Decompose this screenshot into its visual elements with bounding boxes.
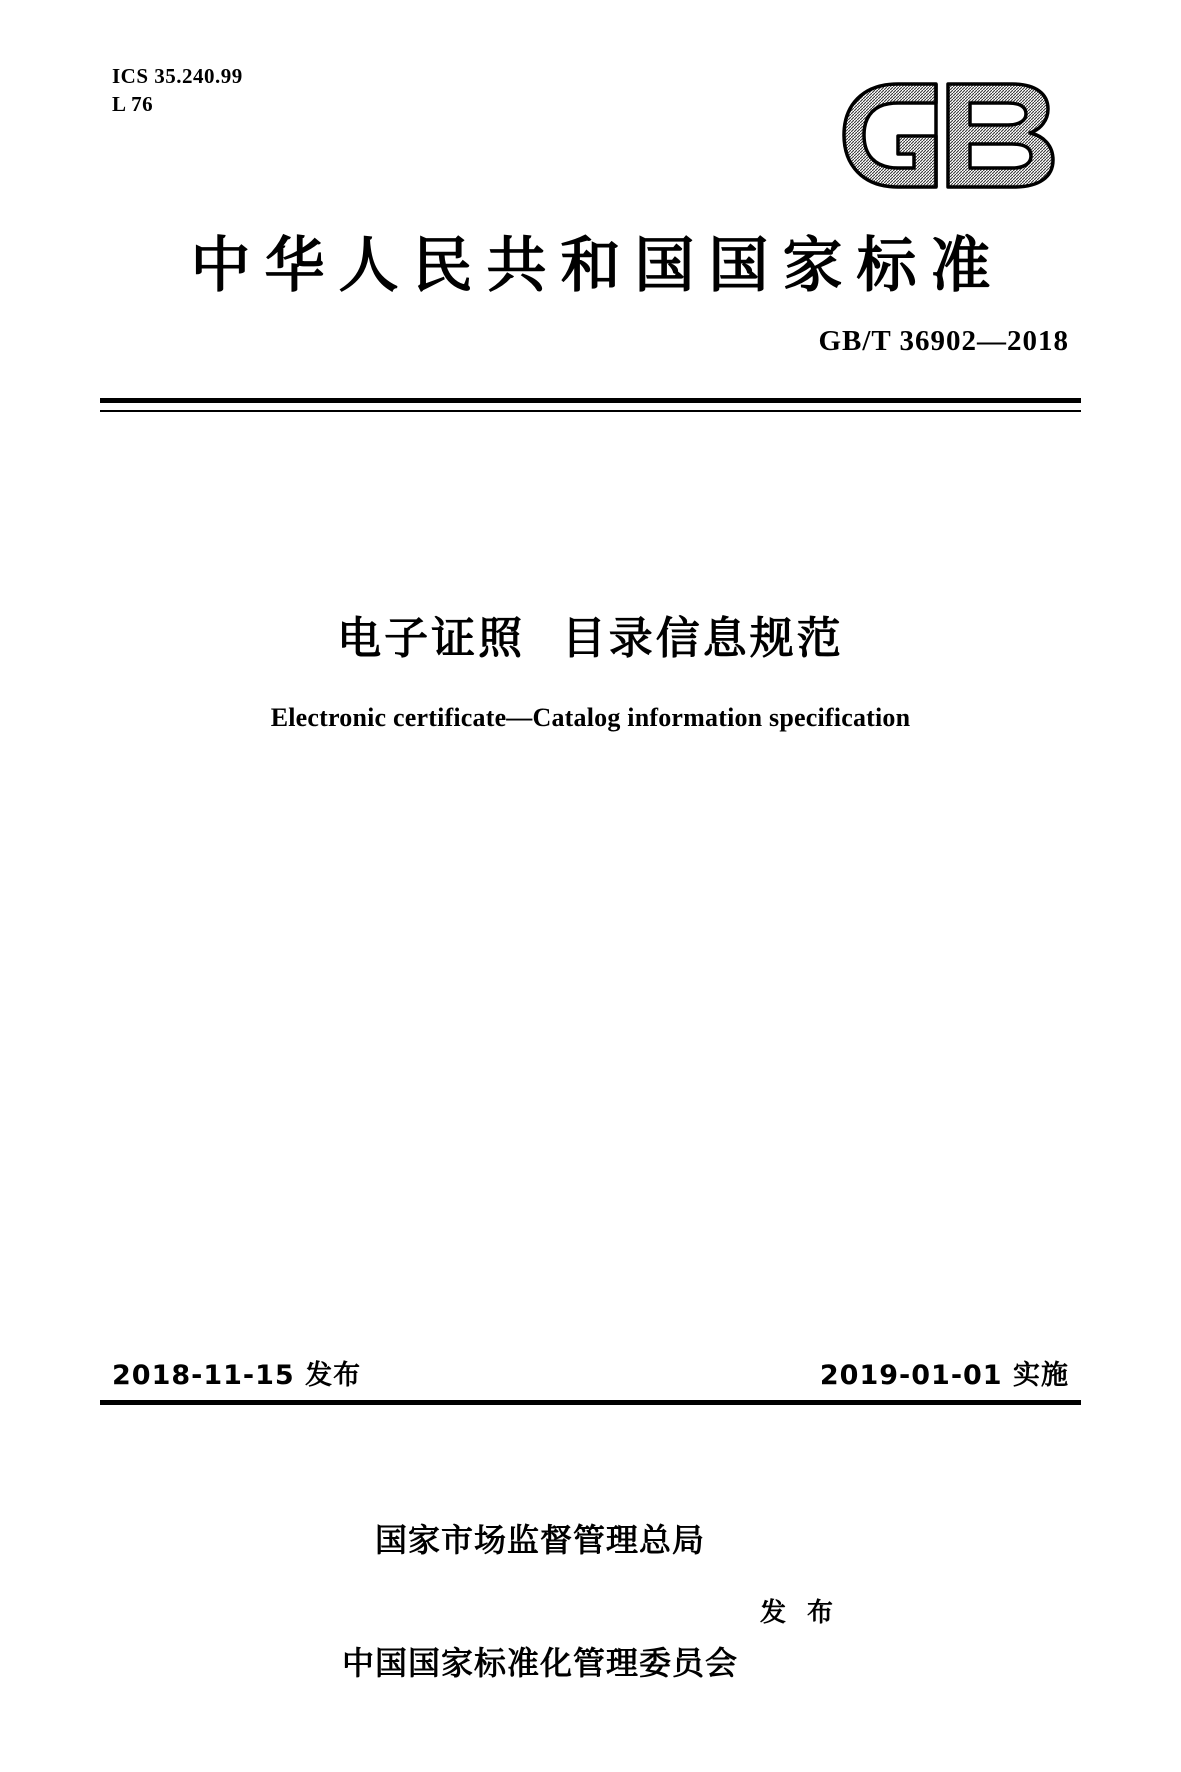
- classification-code: L 76: [112, 92, 154, 117]
- ics-code: ICS 35.240.99: [112, 64, 243, 88]
- header-divider-thin: [100, 410, 1081, 412]
- standard-title-cn: 电子证照 目录信息规范: [337, 613, 844, 664]
- release-date: 2018-11-15 发布: [112, 1360, 362, 1391]
- issuer-names: [342, 1438, 738, 1766]
- issuer-line-2: 中国国家标准化管理委员会: [341, 1643, 738, 1682]
- standard-number: GB/T 36902—2018: [818, 325, 1069, 357]
- page-title: 中华人民共和国国家标准: [190, 231, 1005, 301]
- footer-divider-thick: [100, 1400, 1081, 1405]
- gb-emblem-icon: [836, 78, 1071, 193]
- standard-title-en: Electronic certificate—Catalog information specification: [270, 703, 911, 732]
- ics-block: [112, 62, 243, 119]
- issuer-publish-label: 发 布: [759, 1598, 840, 1629]
- issuer-block: [0, 1438, 1181, 1766]
- header-divider-thick: [100, 398, 1081, 403]
- issuer-line-1: 国家市场监督管理总局: [374, 1520, 705, 1559]
- implementation-date: 2019-01-01 实施: [819, 1360, 1069, 1391]
